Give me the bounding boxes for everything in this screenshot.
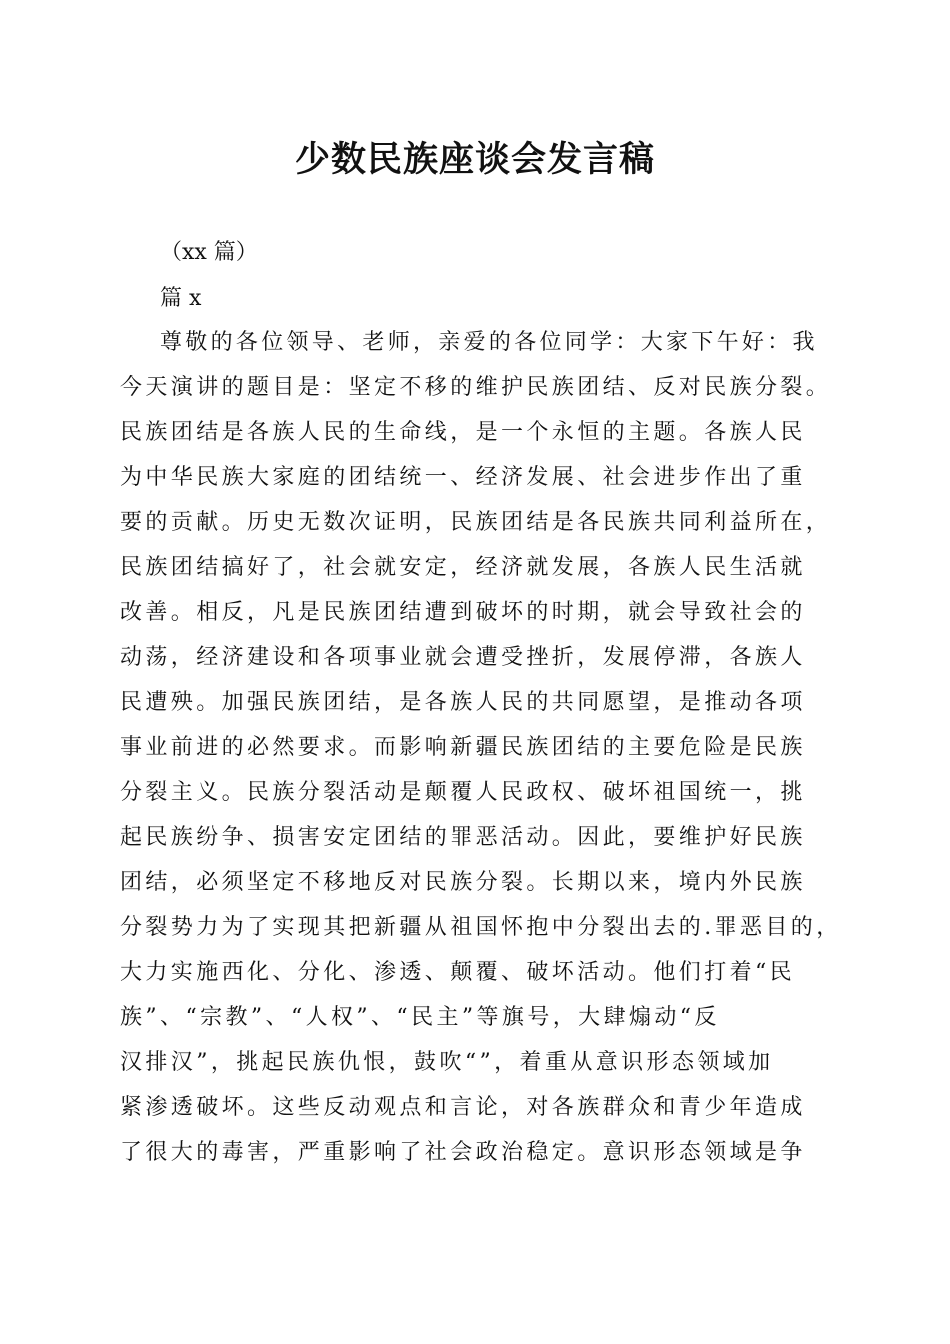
text-line: 族”、“宗教”、“人权”、“民主”等旗号，大肆煽动“反 xyxy=(120,1005,720,1030)
text-line: 要的贡献。历史无数次证明，民族团结是各民族共同利益所在， xyxy=(120,510,832,535)
text-line: 今天演讲的题目是：坚定不移的维护民族团结、反对民族分裂。 xyxy=(120,375,832,400)
text-line: 民族团结搞好了，社会就安定，经济就发展，各族人民生活就 xyxy=(120,555,806,580)
text-line: 大力实施西化、分化、渗透、颠覆、破坏活动。他们打着“民 xyxy=(120,960,796,985)
text-line: 起民族纷争、损害安定团结的罪恶活动。因此，要维护好民族 xyxy=(120,825,806,850)
text-line: 分裂主义。民族分裂活动是颠覆人民政权、破坏祖国统一，挑 xyxy=(120,780,806,805)
text-line: 民族团结是各族人民的生命线，是一个永恒的主题。各族人民 xyxy=(120,420,806,445)
text-line: 尊敬的各位领导、老师，亲爱的各位同学：大家下午好：我 xyxy=(160,330,818,355)
text-line: 民遭殃。加强民族团结，是各族人民的共同愿望，是推动各项 xyxy=(120,690,806,715)
section-label: 篇 x xyxy=(160,286,202,311)
text-line: 分裂势力为了实现其把新疆从祖国怀抱中分裂出去的.罪恶目的， xyxy=(120,915,842,940)
document-title: 少数民族座谈会发言稿 xyxy=(294,139,655,180)
text-line: 团结，必须坚定不移地反对民族分裂。长期以来，境内外民族 xyxy=(120,870,806,895)
text-line: 为中华民族大家庭的团结统一、经济发展、社会进步作出了重 xyxy=(120,465,806,490)
body-text xyxy=(120,325,842,1180)
text-line: 了很大的毒害，严重影响了社会政治稳定。意识形态领域是争 xyxy=(120,1140,806,1165)
text-line: 动荡，经济建设和各项事业就会遭受挫折，发展停滞，各族人 xyxy=(120,645,806,670)
text-line: 事业前进的必然要求。而影响新疆民族团结的主要危险是民族 xyxy=(120,735,806,760)
document-subtitle: （xx 篇） xyxy=(160,240,258,265)
text-line: 改善。相反，凡是民族团结遭到破坏的时期，就会导致社会的 xyxy=(120,600,806,625)
text-line: 汉排汉”，挑起民族仇恨，鼓吹“”，着重从意识形态领域加 xyxy=(120,1050,774,1075)
text-line: 紧渗透破坏。这些反动观点和言论，对各族群众和青少年造成 xyxy=(120,1095,806,1120)
